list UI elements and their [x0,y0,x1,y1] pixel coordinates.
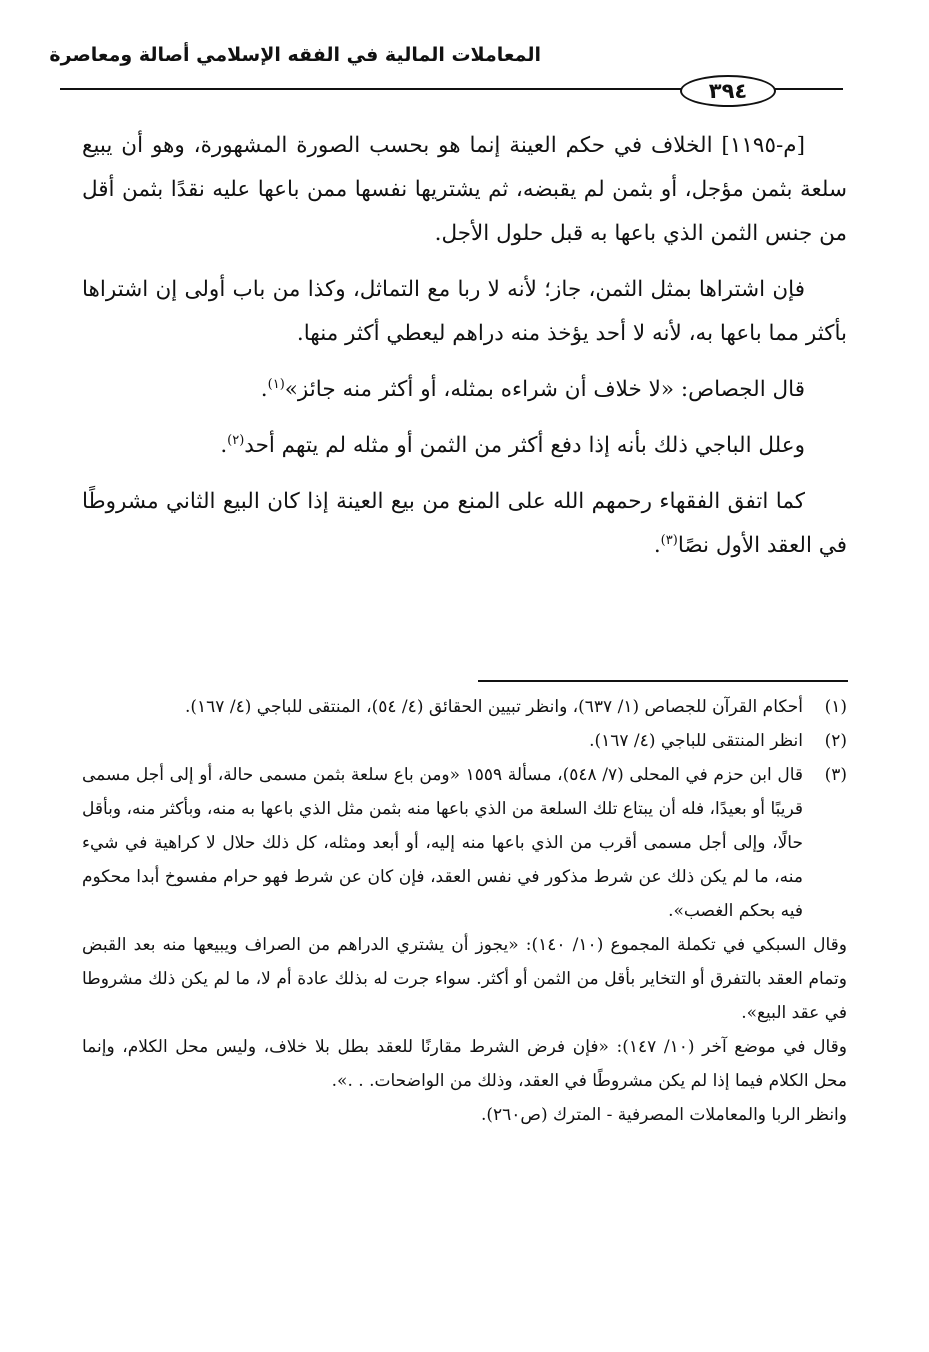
paragraph-1: [م-١١٩٥] الخلاف في حكم العينة إنما هو بحسب الصورة المشهورة، وهو أن يبيع سلعة بثمن مؤجل، أو بثمن لم يقبضه، ثم يشتريها نفسها ممن باعها عليه نقدًا بثمن أقل من جنس الثمن الذي باعها به قبل حلول الأجل. [82,133,847,246]
paragraph-5-end: . [653,533,661,558]
footnote-3-reference: وانظر الربا والمعاملات المصرفية - المترك (ص٢٦٠). [480,1105,847,1125]
footnotes [82,690,847,1132]
footnote-ref-2[interactable]: (٢) [227,432,245,448]
footnote-3-number: (٣) [824,765,847,785]
footnote-1 [82,690,847,724]
paragraph-3-text: قال الجصاص: «لا خلاف أن شراءه بمثله، أو أكثر منه جائز» [284,377,805,402]
paragraph-4 [82,424,847,468]
footnote-3-second-quote: وقال في موضع آخر (١٠/ ١٤٧): «فإن فرض الشرط مقارنًا للعقد بطل بلا خلاف، وليس محل الكلام، وإنما محل الكلام فيما إذا لم يكن مشروطًا في العقد، وذلك من الواضحات. . .». [82,1037,847,1091]
paragraph-3-end: . [260,377,268,402]
footnote-1-number: (١) [824,697,847,717]
paragraph-3 [82,368,847,412]
page-number: ٣٩٤ [680,75,776,107]
paragraph-4-end: . [220,433,228,458]
paragraph-5 [82,480,847,568]
running-header-title: المعاملات المالية في الفقه الإسلامي أصالة ومعاصرة [49,44,541,66]
main-text [82,124,847,580]
footnote-2-text: انظر المنتقى للباجي (٤/ ١٦٧). [589,731,803,751]
footnote-3-text: قال ابن حزم في المحلى (٧/ ٥٤٨)، مسألة ١٥٥٩ «ومن باع سلعة بثمن مسمى حالة، أو إلى أجل مسمى قريبًا أو بعيدًا، فله أن يبتاع تلك السلعة من الذي باعها منه بثمن مثل الذي باعها به منه، وبأكثر منه، وبأقل حالًا، وإلى أجل مسمى أقرب من الذي باعها منه إليه، أو أبعد ومثله، كل ذلك حلال لا كراهية في شيء منه، ما لم يكن ذلك عن شرط مذكور في نفس العقد، فإن كان عن شرط فهو حرام مفسوخ أبدا محكوم فيه بحكم الغصب». [82,765,803,921]
paragraph-5-text: كما اتفق الفقهاء رحمهم الله على المنع من بيع العينة إذا كان البيع الثاني مشروطًا في العقد الأول نصًا [82,489,847,558]
footnote-ref-3[interactable]: (٣) [660,532,678,548]
footnote-3 [82,758,847,928]
footnote-2-number: (٢) [824,731,847,751]
paragraph-4-text: وعلل الباجي ذلك بأنه إذا دفع أكثر من الثمن أو مثله لم يتهم أحد [244,433,805,458]
footnote-separator [478,680,848,682]
footnote-ref-1[interactable]: (١) [267,376,285,392]
footnote-2 [82,724,847,758]
paragraph-2: فإن اشتراها بمثل الثمن، جاز؛ لأنه لا ربا مع التماثل، وكذا من باب أولى إن اشتراها بأكثر مما باعها به، لأنه لا أحد يؤخذ منه دراهم ليعطي أكثر منها. [82,277,847,346]
footnote-3-subky-quote: وقال السبكي في تكملة المجموع (١٠/ ١٤٠): «يجوز أن يشتري الدراهم من الصراف ويبيعها منه بعد القبض وتمام العقد بالتفرق أو التخاير بأقل من الثمن أو أكثر. سواء جرت له بذلك عادة أم لا، ما لم يكن ذلك مشروطا في عقد البيع». [82,935,847,1023]
footnote-1-text: أحكام القرآن للجصاص (١/ ٦٣٧)، وانظر تبيين الحقائق (٤/ ٥٤)، المنتقى للباجي (٤/ ١٦٧). [185,697,803,717]
